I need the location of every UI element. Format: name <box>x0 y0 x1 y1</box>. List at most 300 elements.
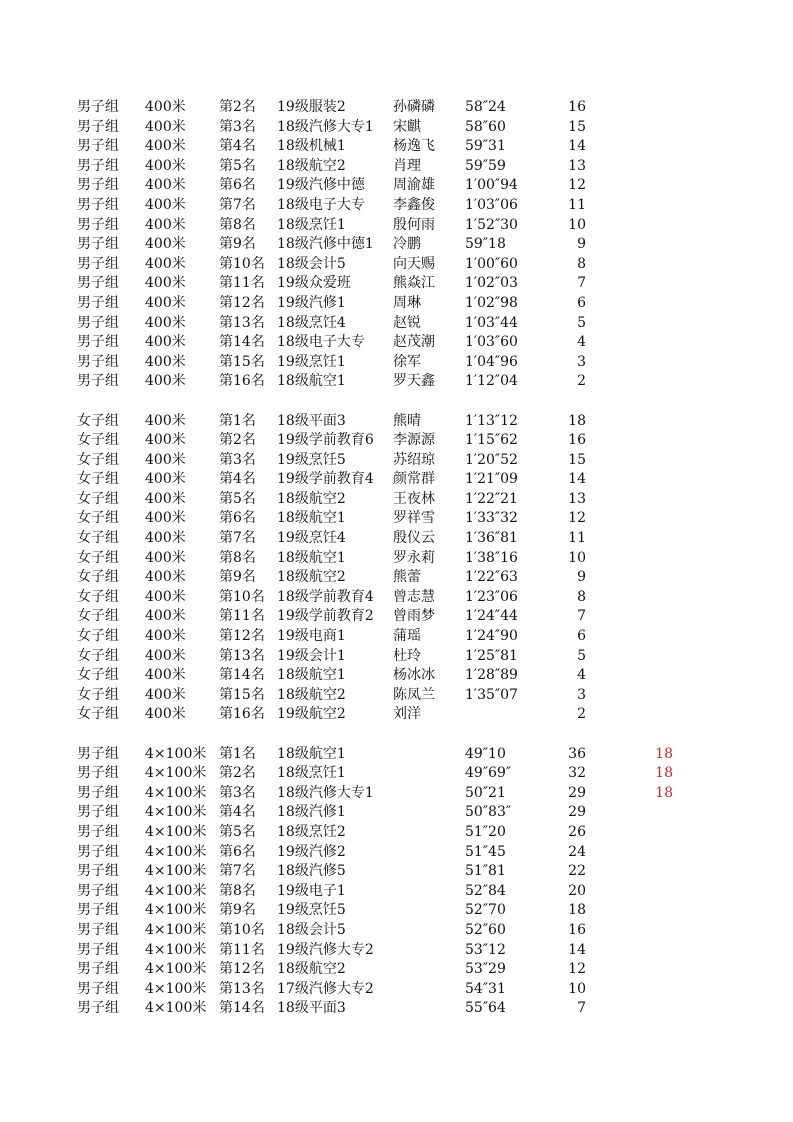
event-cell: 4×100米 <box>145 863 207 880</box>
class-cell: 18级电子大专 <box>277 334 365 351</box>
time-cell: 1′38″16 <box>465 549 518 566</box>
rank-cell: 第4名 <box>219 471 256 488</box>
class-cell: 18级烹饪2 <box>277 823 346 840</box>
rank-cell: 第9名 <box>219 569 256 586</box>
class-cell: 18级汽修大专1 <box>277 118 374 135</box>
time-cell: 1′02″98 <box>465 294 518 311</box>
event-cell: 400米 <box>145 608 186 625</box>
group-cell: 女子组 <box>77 510 119 527</box>
table-row <box>0 490 793 510</box>
time-cell: 59″59 <box>465 157 506 174</box>
table-row <box>0 196 793 216</box>
group-cell: 女子组 <box>77 432 119 449</box>
time-cell: 1′22″63 <box>465 569 518 586</box>
rank-cell: 第13名 <box>219 314 265 331</box>
athlete-name-cell: 殷何雨 <box>393 216 435 233</box>
table-row <box>0 823 793 843</box>
rank-cell: 第13名 <box>219 647 265 664</box>
score-cell: 18 <box>568 902 586 919</box>
rank-cell: 第8名 <box>219 882 256 899</box>
group-cell: 男子组 <box>77 255 119 272</box>
table-row <box>0 882 793 902</box>
time-cell: 1′33″32 <box>465 510 518 527</box>
table-row <box>0 980 793 1000</box>
event-cell: 400米 <box>145 138 186 155</box>
table-row <box>0 372 793 392</box>
athlete-name-cell: 冷鹏 <box>393 236 421 253</box>
table-row <box>0 412 793 432</box>
group-cell: 女子组 <box>77 706 119 723</box>
score-cell: 14 <box>568 138 586 155</box>
rank-cell: 第13名 <box>219 980 265 997</box>
time-cell: 1′13″12 <box>465 412 518 429</box>
rank-cell: 第11名 <box>219 941 265 958</box>
time-cell: 1′24″90 <box>465 628 518 645</box>
table-row <box>0 235 793 255</box>
event-cell: 400米 <box>145 549 186 566</box>
event-cell: 400米 <box>145 334 186 351</box>
group-cell: 男子组 <box>77 1000 119 1017</box>
group-cell: 女子组 <box>77 471 119 488</box>
score-cell: 11 <box>568 530 586 547</box>
extra-score-cell: 18 <box>655 745 673 762</box>
group-cell: 男子组 <box>77 804 119 821</box>
class-cell: 17级汽修大专2 <box>277 980 374 997</box>
athlete-name-cell: 罗天鑫 <box>393 373 435 390</box>
athlete-name-cell: 赵茂潮 <box>393 334 435 351</box>
rank-cell: 第5名 <box>219 490 256 507</box>
class-cell: 18级汽修大专1 <box>277 784 374 801</box>
table-row <box>0 686 793 706</box>
group-cell: 女子组 <box>77 608 119 625</box>
score-cell: 16 <box>568 432 586 449</box>
table-row <box>0 216 793 236</box>
group-cell: 男子组 <box>77 961 119 978</box>
class-cell: 19级汽修1 <box>277 294 346 311</box>
score-cell: 5 <box>577 314 586 331</box>
extra-score-cell: 18 <box>655 784 673 801</box>
event-cell: 400米 <box>145 373 186 390</box>
score-cell: 13 <box>568 490 586 507</box>
group-cell: 男子组 <box>77 236 119 253</box>
time-cell: 1′28″89 <box>465 667 518 684</box>
class-cell: 18级机械1 <box>277 138 346 155</box>
event-cell: 400米 <box>145 412 186 429</box>
score-cell: 32 <box>568 765 586 782</box>
class-cell: 18级电子大专 <box>277 196 365 213</box>
time-cell: 1′23″06 <box>465 588 518 605</box>
score-cell: 7 <box>577 1000 586 1017</box>
rank-cell: 第2名 <box>219 765 256 782</box>
event-cell: 400米 <box>145 569 186 586</box>
group-cell: 男子组 <box>77 745 119 762</box>
event-cell: 400米 <box>145 490 186 507</box>
rank-cell: 第6名 <box>219 177 256 194</box>
group-cell: 女子组 <box>77 628 119 645</box>
event-cell: 4×100米 <box>145 1000 207 1017</box>
time-cell: 51″81 <box>465 863 506 880</box>
event-cell: 400米 <box>145 236 186 253</box>
group-cell: 男子组 <box>77 902 119 919</box>
event-cell: 4×100米 <box>145 843 207 860</box>
score-cell: 29 <box>568 804 586 821</box>
rank-cell: 第14名 <box>219 334 265 351</box>
event-cell: 400米 <box>145 275 186 292</box>
athlete-name-cell: 熊晴 <box>393 412 421 429</box>
table-row <box>0 862 793 882</box>
score-cell: 16 <box>568 99 586 115</box>
score-cell: 4 <box>577 334 586 351</box>
table-row <box>0 137 793 157</box>
time-cell: 1′12″04 <box>465 373 518 390</box>
athlete-name-cell: 肖理 <box>393 157 421 174</box>
athlete-name-cell: 王夜林 <box>393 490 435 507</box>
athlete-name-cell: 赵锐 <box>393 314 421 331</box>
rank-cell: 第2名 <box>219 99 256 115</box>
class-cell: 19级烹饪5 <box>277 451 346 468</box>
athlete-name-cell: 周琳 <box>393 294 421 311</box>
extra-score-cell: 18 <box>655 765 673 782</box>
score-cell: 6 <box>577 294 586 311</box>
rank-cell: 第10名 <box>219 921 265 938</box>
time-cell: 1′52″30 <box>465 216 518 233</box>
group-cell: 男子组 <box>77 99 119 115</box>
table-row <box>0 627 793 647</box>
athlete-name-cell: 李源源 <box>393 432 435 449</box>
group-cell: 女子组 <box>77 647 119 664</box>
table-row <box>0 901 793 921</box>
table-row <box>0 647 793 667</box>
score-cell: 29 <box>568 784 586 801</box>
score-cell: 6 <box>577 628 586 645</box>
event-cell: 400米 <box>145 196 186 213</box>
table-row <box>0 274 793 294</box>
event-cell: 400米 <box>145 471 186 488</box>
rank-cell: 第6名 <box>219 843 256 860</box>
score-cell: 7 <box>577 608 586 625</box>
table-row <box>0 568 793 588</box>
event-cell: 4×100米 <box>145 745 207 762</box>
athlete-name-cell: 刘洋 <box>393 706 421 723</box>
time-cell: 51″45 <box>465 843 506 860</box>
table-row <box>0 470 793 490</box>
table-row <box>0 803 793 823</box>
athlete-name-cell: 杜玲 <box>393 647 421 664</box>
time-cell: 1′22″21 <box>465 490 518 507</box>
score-cell: 8 <box>577 255 586 272</box>
score-cell: 11 <box>568 196 586 213</box>
rank-cell: 第3名 <box>219 784 256 801</box>
rank-cell: 第8名 <box>219 216 256 233</box>
table-row <box>0 529 793 549</box>
class-cell: 19级众爱班 <box>277 275 351 292</box>
time-cell: 58″60 <box>465 118 506 135</box>
table-row <box>0 451 793 471</box>
time-cell: 1′02″03 <box>465 275 518 292</box>
group-cell: 男子组 <box>77 196 119 213</box>
class-cell: 19级汽修大专2 <box>277 941 374 958</box>
event-cell: 400米 <box>145 118 186 135</box>
score-cell: 26 <box>568 823 586 840</box>
event-cell: 4×100米 <box>145 765 207 782</box>
event-cell: 4×100米 <box>145 823 207 840</box>
athlete-name-cell: 杨冰冰 <box>393 667 435 684</box>
athlete-name-cell: 向天赐 <box>393 255 435 272</box>
time-cell: 55″64 <box>465 1000 506 1017</box>
class-cell: 18级汽修1 <box>277 804 346 821</box>
group-cell: 男子组 <box>77 157 119 174</box>
time-cell: 52″70 <box>465 902 506 919</box>
event-cell: 400米 <box>145 647 186 664</box>
time-cell: 1′36″81 <box>465 530 518 547</box>
group-cell: 女子组 <box>77 686 119 703</box>
group-cell: 男子组 <box>77 823 119 840</box>
score-cell: 3 <box>577 353 586 370</box>
group-cell: 男子组 <box>77 765 119 782</box>
athlete-name-cell: 苏绍琼 <box>393 451 435 468</box>
event-cell: 400米 <box>145 667 186 684</box>
rank-cell: 第3名 <box>219 451 256 468</box>
event-cell: 4×100米 <box>145 882 207 899</box>
table-row <box>0 509 793 529</box>
event-cell: 400米 <box>145 510 186 527</box>
table-row <box>0 294 793 314</box>
event-cell: 400米 <box>145 686 186 703</box>
table-row <box>0 745 793 765</box>
class-cell: 18级烹饪1 <box>277 216 346 233</box>
group-cell: 女子组 <box>77 451 119 468</box>
group-cell: 男子组 <box>77 334 119 351</box>
athlete-name-cell: 杨逸飞 <box>393 138 435 155</box>
athlete-name-cell: 徐军 <box>393 353 421 370</box>
rank-cell: 第9名 <box>219 236 256 253</box>
athlete-name-cell: 周渝雄 <box>393 177 435 194</box>
athlete-name-cell: 孙磷磷 <box>393 99 435 115</box>
class-cell: 19级航空2 <box>277 706 346 723</box>
table-row <box>0 921 793 941</box>
rank-cell: 第12名 <box>219 961 265 978</box>
class-cell: 18级烹饪1 <box>277 765 346 782</box>
rank-cell: 第11名 <box>219 275 265 292</box>
group-cell: 男子组 <box>77 118 119 135</box>
event-cell: 400米 <box>145 628 186 645</box>
rank-cell: 第4名 <box>219 804 256 821</box>
group-cell: 女子组 <box>77 530 119 547</box>
time-cell: 49″69″ <box>465 765 512 782</box>
time-cell: 1′15″62 <box>465 432 518 449</box>
table-row <box>0 157 793 177</box>
table-row <box>0 333 793 353</box>
event-cell: 4×100米 <box>145 804 207 821</box>
group-cell: 男子组 <box>77 314 119 331</box>
group-cell: 女子组 <box>77 490 119 507</box>
time-cell: 53″12 <box>465 941 506 958</box>
event-cell: 400米 <box>145 530 186 547</box>
score-cell: 10 <box>568 980 586 997</box>
score-cell: 18 <box>568 412 586 429</box>
rank-cell: 第15名 <box>219 686 265 703</box>
group-cell: 女子组 <box>77 569 119 586</box>
class-cell: 19级烹饪5 <box>277 902 346 919</box>
score-cell: 15 <box>568 451 586 468</box>
score-cell: 24 <box>568 843 586 860</box>
rank-cell: 第11名 <box>219 608 265 625</box>
event-cell: 400米 <box>145 294 186 311</box>
rank-cell: 第2名 <box>219 432 256 449</box>
athlete-name-cell: 曾雨梦 <box>393 608 435 625</box>
group-cell: 男子组 <box>77 980 119 997</box>
time-cell: 59″18 <box>465 236 506 253</box>
score-cell: 12 <box>568 510 586 527</box>
time-cell: 1′00″94 <box>465 177 518 194</box>
class-cell: 18级航空1 <box>277 745 346 762</box>
table-row <box>0 176 793 196</box>
table-row <box>0 353 793 373</box>
score-cell: 5 <box>577 647 586 664</box>
time-cell: 1′04″96 <box>465 353 518 370</box>
rank-cell: 第1名 <box>219 412 256 429</box>
score-cell: 12 <box>568 961 586 978</box>
section-spacer <box>0 725 793 745</box>
rank-cell: 第8名 <box>219 549 256 566</box>
event-cell: 4×100米 <box>145 902 207 919</box>
event-cell: 400米 <box>145 157 186 174</box>
time-cell: 53″29 <box>465 961 506 978</box>
group-cell: 男子组 <box>77 921 119 938</box>
athlete-name-cell: 蒲瑶 <box>393 628 421 645</box>
group-cell: 男子组 <box>77 843 119 860</box>
score-cell: 8 <box>577 588 586 605</box>
score-cell: 12 <box>568 177 586 194</box>
time-cell: 1′25″81 <box>465 647 518 664</box>
class-cell: 19级会计1 <box>277 647 346 664</box>
result-section <box>0 98 793 392</box>
class-cell: 19级学前教育2 <box>277 608 374 625</box>
score-cell: 10 <box>568 216 586 233</box>
table-row <box>0 118 793 138</box>
table-row <box>0 784 793 804</box>
score-cell: 15 <box>568 118 586 135</box>
time-cell: 51″20 <box>465 823 506 840</box>
athlete-name-cell: 宋麒 <box>393 118 421 135</box>
event-cell: 400米 <box>145 99 186 115</box>
athlete-name-cell: 陈凤兰 <box>393 686 435 703</box>
event-cell: 400米 <box>145 451 186 468</box>
rank-cell: 第6名 <box>219 510 256 527</box>
class-cell: 19级汽修中德 <box>277 177 365 194</box>
time-cell: 49″10 <box>465 745 506 762</box>
score-cell: 9 <box>577 569 586 586</box>
event-cell: 4×100米 <box>145 784 207 801</box>
results-sheet <box>0 98 793 1019</box>
athlete-name-cell: 曾志慧 <box>393 588 435 605</box>
score-cell: 4 <box>577 667 586 684</box>
class-cell: 18级航空2 <box>277 157 346 174</box>
athlete-name-cell: 罗祥雪 <box>393 510 435 527</box>
score-cell: 3 <box>577 686 586 703</box>
event-cell: 4×100米 <box>145 980 207 997</box>
class-cell: 19级学前教育6 <box>277 432 374 449</box>
class-cell: 18级航空2 <box>277 569 346 586</box>
class-cell: 18级航空1 <box>277 549 346 566</box>
group-cell: 女子组 <box>77 588 119 605</box>
score-cell: 7 <box>577 275 586 292</box>
score-cell: 14 <box>568 941 586 958</box>
rank-cell: 第7名 <box>219 196 256 213</box>
time-cell: 1′20″52 <box>465 451 518 468</box>
athlete-name-cell: 李鑫俊 <box>393 196 435 213</box>
athlete-name-cell: 殷仪云 <box>393 530 435 547</box>
class-cell: 18级平面3 <box>277 1000 346 1017</box>
event-cell: 400米 <box>145 706 186 723</box>
class-cell: 18级汽修中德1 <box>277 236 374 253</box>
group-cell: 男子组 <box>77 216 119 233</box>
rank-cell: 第7名 <box>219 530 256 547</box>
athlete-name-cell: 罗永莉 <box>393 549 435 566</box>
rank-cell: 第4名 <box>219 138 256 155</box>
event-cell: 400米 <box>145 432 186 449</box>
event-cell: 4×100米 <box>145 961 207 978</box>
class-cell: 18级汽修5 <box>277 863 346 880</box>
time-cell: 59″31 <box>465 138 506 155</box>
section-spacer <box>0 392 793 412</box>
score-cell: 14 <box>568 471 586 488</box>
rank-cell: 第16名 <box>219 373 265 390</box>
class-cell: 19级服装2 <box>277 99 346 115</box>
result-section <box>0 745 793 1019</box>
time-cell: 50″83″ <box>465 804 512 821</box>
time-cell: 1′03″44 <box>465 314 518 331</box>
score-cell: 22 <box>568 863 586 880</box>
class-cell: 18级会计5 <box>277 255 346 272</box>
time-cell: 1′21″09 <box>465 471 518 488</box>
rank-cell: 第14名 <box>219 1000 265 1017</box>
event-cell: 400米 <box>145 588 186 605</box>
time-cell: 52″60 <box>465 921 506 938</box>
group-cell: 男子组 <box>77 138 119 155</box>
athlete-name-cell: 颜常群 <box>393 471 435 488</box>
class-cell: 18级航空2 <box>277 490 346 507</box>
group-cell: 男子组 <box>77 941 119 958</box>
rank-cell: 第7名 <box>219 863 256 880</box>
table-row <box>0 705 793 725</box>
event-cell: 400米 <box>145 177 186 194</box>
group-cell: 女子组 <box>77 412 119 429</box>
group-cell: 女子组 <box>77 667 119 684</box>
athlete-name-cell: 熊蕾 <box>393 569 421 586</box>
score-cell: 13 <box>568 157 586 174</box>
class-cell: 18级航空2 <box>277 686 346 703</box>
score-cell: 9 <box>577 236 586 253</box>
score-cell: 10 <box>568 549 586 566</box>
time-cell: 52″84 <box>465 882 506 899</box>
table-row <box>0 843 793 863</box>
class-cell: 18级航空1 <box>277 373 346 390</box>
time-cell: 58″24 <box>465 99 506 115</box>
class-cell: 18级学前教育4 <box>277 588 374 605</box>
athlete-name-cell: 熊焱江 <box>393 275 435 292</box>
result-section <box>0 412 793 726</box>
time-cell: 1′03″06 <box>465 196 518 213</box>
time-cell: 1′00″60 <box>465 255 518 272</box>
rank-cell: 第15名 <box>219 353 265 370</box>
event-cell: 400米 <box>145 353 186 370</box>
group-cell: 男子组 <box>77 177 119 194</box>
group-cell: 女子组 <box>77 549 119 566</box>
score-cell: 16 <box>568 921 586 938</box>
class-cell: 18级会计5 <box>277 921 346 938</box>
time-cell: 1′35″07 <box>465 686 518 703</box>
